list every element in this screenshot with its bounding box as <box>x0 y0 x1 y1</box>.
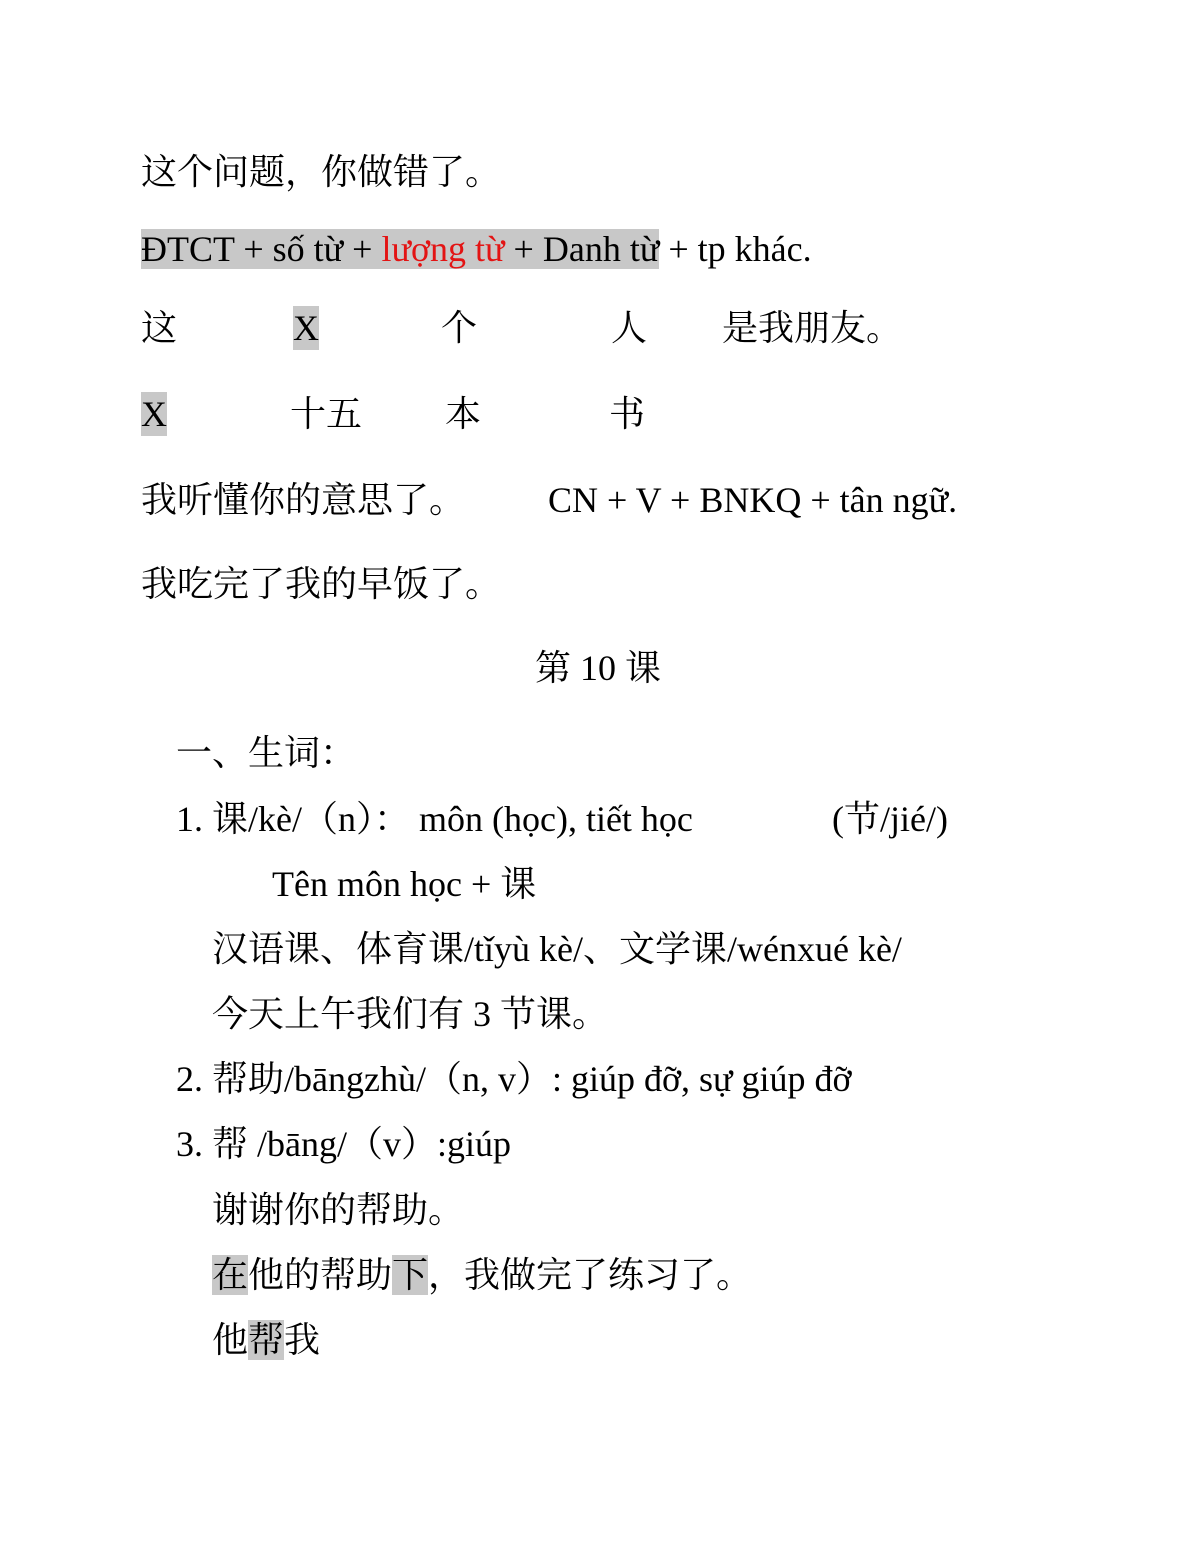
row2-col2: 十五 <box>290 394 363 434</box>
vocab-item-1-example-2: 今天上午我们有 3 节课。 <box>212 994 609 1034</box>
highlight-bang: 帮 <box>248 1320 285 1360</box>
row1-col1: 这 <box>141 308 178 348</box>
formula-highlighted <box>141 229 659 269</box>
vocab-item-3: 3. 帮 /bāng/（v）:giúp <box>176 1124 511 1164</box>
formula-part-3: + Danh từ <box>504 229 660 269</box>
vocab-item-1: 1. 课/kè/（n）： môn (học), tiết học <box>176 799 693 839</box>
vocab-item-2: 2. 帮助/bāngzhù/（n, v）: giúp đỡ, sự giúp đỡ <box>176 1059 852 1099</box>
example-2-middle: 他的帮助 <box>248 1255 393 1295</box>
vocab-item-1-pattern: Tên môn học + 课 <box>272 864 537 904</box>
example-3-start: 他 <box>212 1320 249 1360</box>
highlight-zai: 在 <box>212 1255 249 1295</box>
sentence-1: 这个问题，你做错了。 <box>141 152 502 192</box>
row1-col3: 个 <box>441 308 478 348</box>
example-3-end: 我 <box>284 1320 321 1360</box>
vocab-item-3-example-2 <box>212 1253 752 1297</box>
vocab-item-3-example-3 <box>212 1318 320 1362</box>
formula-measure-word: lượng từ <box>381 229 505 269</box>
formula-part-4: + tp khác. <box>659 229 812 269</box>
vocab-item-3-example-1: 谢谢你的帮助。 <box>212 1190 465 1230</box>
vocab-item-1-alternative: (节/jié/) <box>832 799 948 839</box>
formula-part-1: ĐTCT + số từ + <box>141 229 382 269</box>
sentence-breakfast: 我吃完了我的早饭了。 <box>141 564 502 604</box>
row1-col2: X <box>293 308 319 348</box>
lesson-title: 第 10 课 <box>535 648 662 688</box>
row2-col1: X <box>141 394 167 434</box>
row1-col4: 人 <box>611 308 648 348</box>
section-header-vocabulary: 一、生词： <box>176 733 357 773</box>
row2-col4: 书 <box>609 394 646 434</box>
sentence-understand: 我听懂你的意思了。 <box>141 480 466 520</box>
formula-result-complement: CN + V + BNKQ + tân ngữ. <box>548 480 958 520</box>
vocab-item-1-example-1: 汉语课、体育课/tǐyù kè/、文学课/wénxué kè/ <box>212 929 902 969</box>
highlight-xia: 下 <box>392 1255 429 1295</box>
row1-col5: 是我朋友。 <box>722 308 903 348</box>
example-2-end: ，我做完了练习了。 <box>428 1255 753 1295</box>
formula-demonstrative <box>141 227 812 271</box>
row2-col3: 本 <box>445 394 482 434</box>
